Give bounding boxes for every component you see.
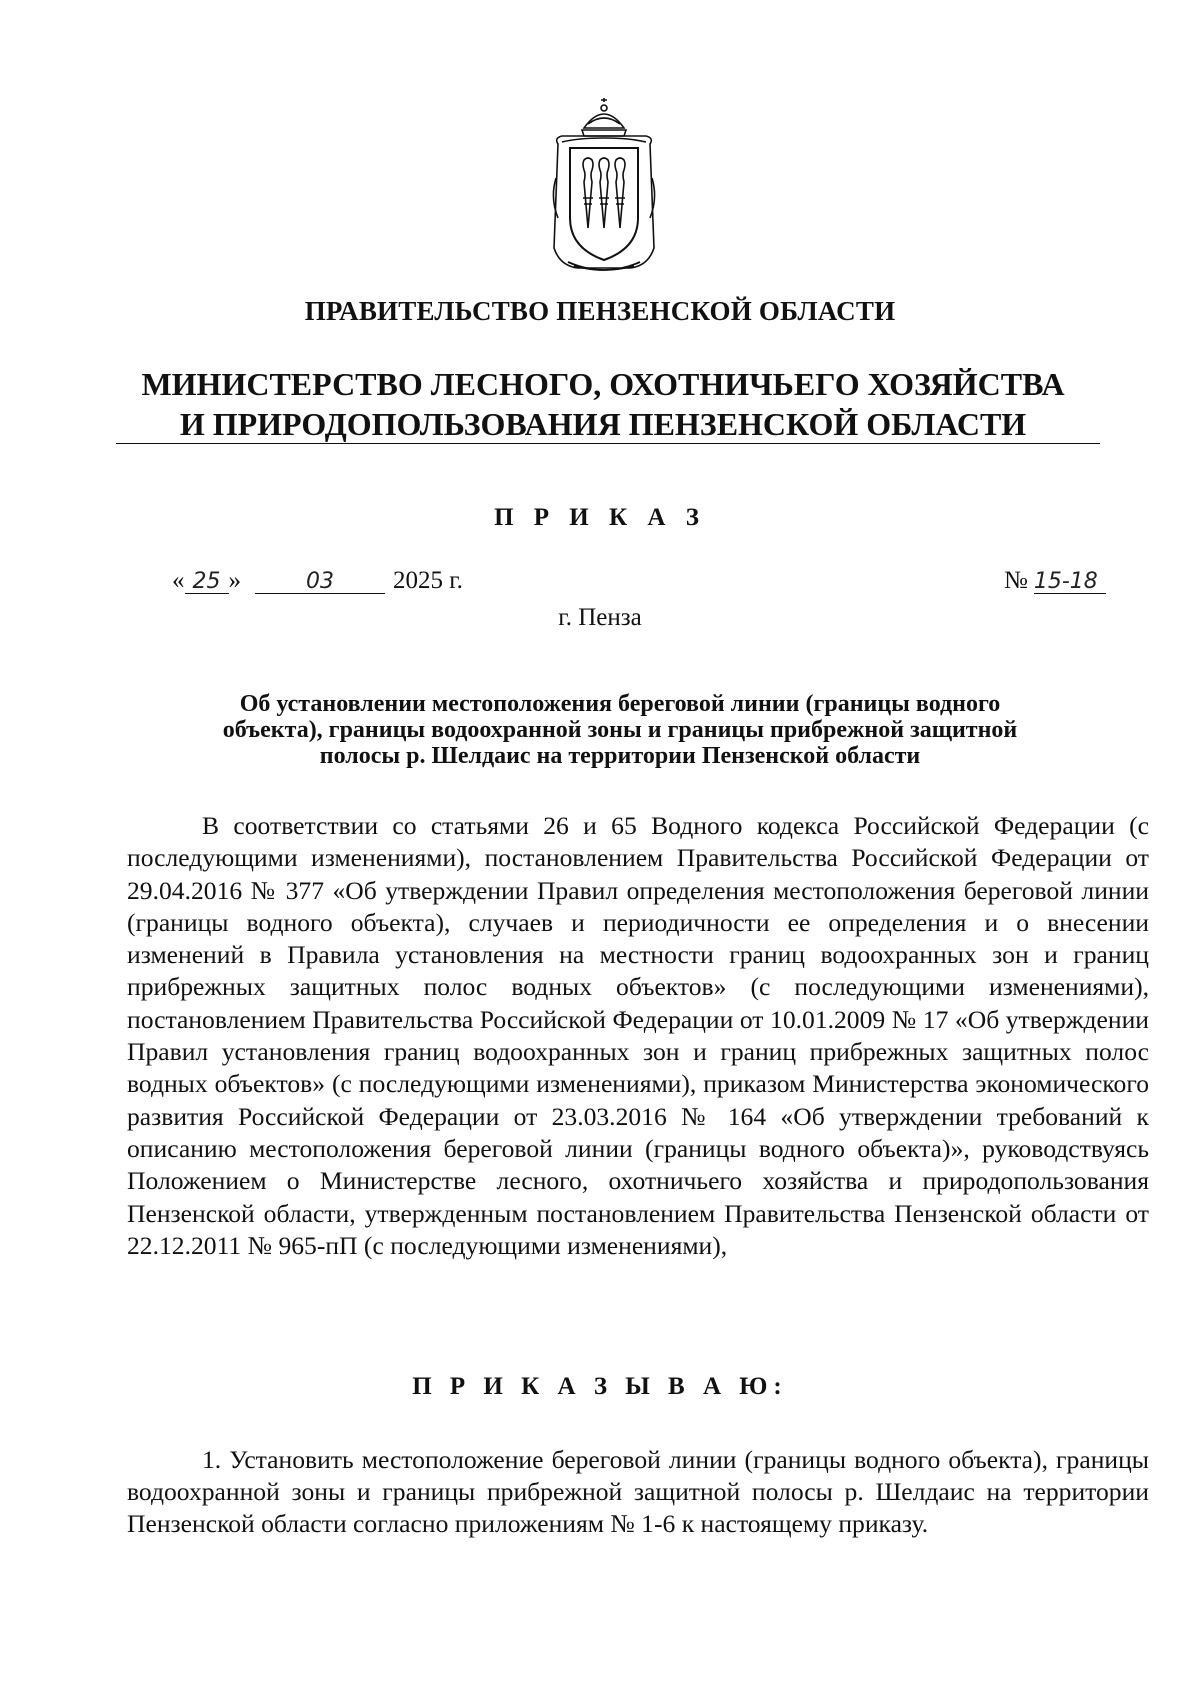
document-subject — [160, 691, 1080, 769]
date-month: 03 — [255, 571, 385, 594]
government-title: ПРАВИТЕЛЬСТВО ПЕНЗЕНСКОЙ ОБЛАСТИ — [304, 296, 896, 326]
number-label: № — [1004, 567, 1028, 594]
subject-line3: полосы р. Шелдаис на территории Пензенской области — [319, 743, 921, 769]
subject-line1: Об установлении местоположения береговой линии (границы водного — [239, 691, 1001, 717]
penza-coat-of-arms-icon — [548, 98, 660, 276]
date-year: 2025 г. — [393, 567, 463, 594]
document-city: г. Пенза — [558, 604, 642, 631]
number-value: 15-18 — [1034, 571, 1106, 594]
subject-line2: объекта), границы водоохранной зоны и границы прибрежной защитной — [222, 717, 1018, 743]
document-number — [1004, 567, 1106, 595]
order-item-1: 1. Установить местоположение береговой линии (границы водного объекта), границы водоохранной зоны и границы прибрежной защитной полосы р. Шелдаис на территории Пензенской области согласно приложениям № 1-6 к настоящему приказу. — [127, 1445, 1149, 1538]
ministry-title — [118, 364, 1088, 444]
ministry-title-line1: МИНИСТЕРСТВО ЛЕСНОГО, ОХОТНИЧЬЕГО ХОЗЯЙСТВА — [141, 366, 1065, 402]
ministry-title-line2: И ПРИРОДОПОЛЬЗОВАНИЯ ПЕНЗЕНСКОЙ ОБЛАСТИ — [179, 406, 1027, 442]
header-divider — [116, 443, 1100, 444]
order-heading: П Р И К А З Ы В А Ю: — [412, 1373, 788, 1400]
date-open-quote: « — [172, 567, 185, 594]
date-close-quote: » — [228, 567, 241, 594]
date-day: 25 — [185, 571, 229, 594]
preamble-paragraph: В соответствии со статьями 26 и 65 Водного кодекса Российской Федерации (с последующими изменениями), постановлением Правительства Российской Федерации от 29.04.2016 № 377 «Об утверждении Правил определения местоположения береговой линии (границы водного объекта), случаев и периодичности ее определения и о внесении изменений в Правила установления на местности границ водоохранных зон и границ прибрежных защитных полос водных объектов» (с последующими изменениями), постановлением Правительства Российской Федерации от 10.01.2009 № 17 «Об утверждении Правил установления границ водоохранных зон и границ прибрежных защитных полос водных объектов» (с последующими изменениями), приказом Министерства экономического развития Российской Федерации от 23.03.2016 № 164 «Об утверждении требований к описанию местоположения береговой линии (границы водного объекта)», руководствуясь Положением о Министерстве лесного, охотничьего хозяйства и природопользования Пензенской области, утвержденным постановлением Правительства Пензенской области от 22.12.2011 № 965-пП (с последующими изменениями), — [127, 811, 1149, 1260]
document-type: П Р И К А З — [494, 504, 706, 531]
document-date — [172, 567, 463, 595]
